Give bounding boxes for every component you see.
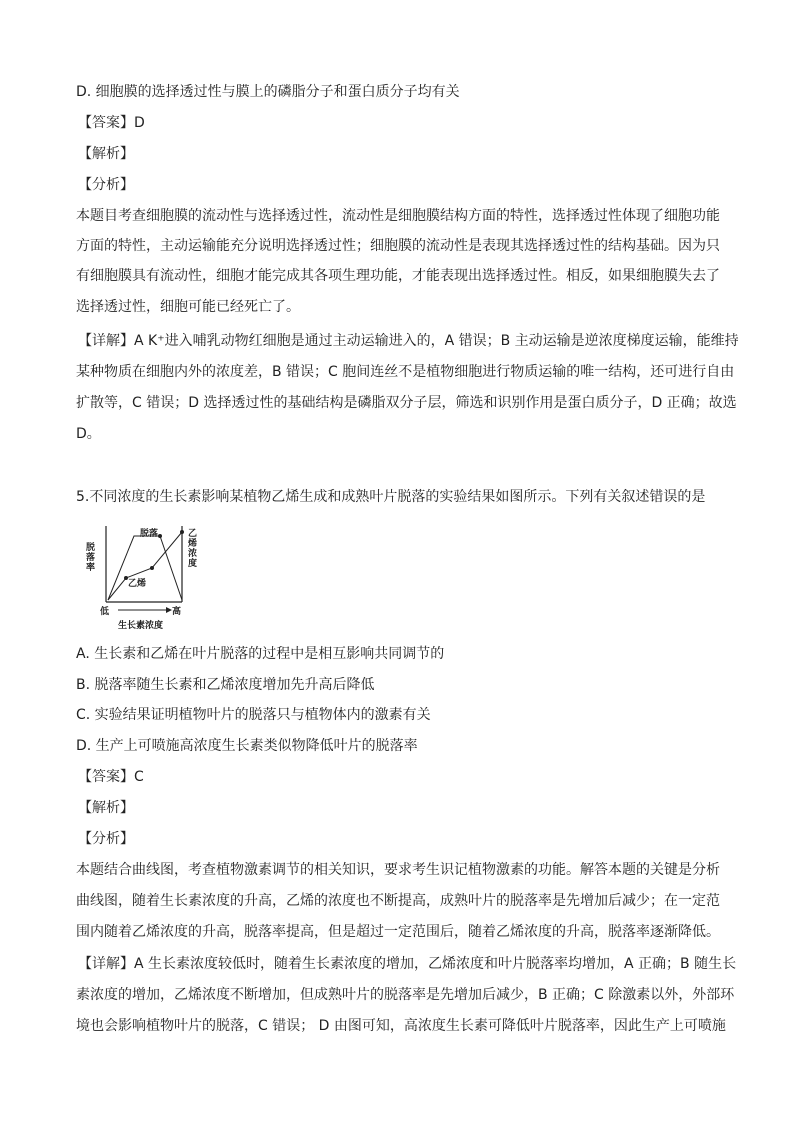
q4-jiexi-heading: 【解析】 bbox=[78, 146, 134, 162]
q5-fenxi-heading: 【分析】 bbox=[78, 831, 134, 847]
q5-option-d: D. 生产上可喷施高浓度生长素类似物降低叶片的脱落率 bbox=[76, 738, 418, 754]
ethylene-point bbox=[150, 566, 154, 570]
q5-option-b: B. 脱落率随生长素和乙烯浓度增加先升高后降低 bbox=[76, 677, 375, 693]
q5-option-a: A. 生长素和乙烯在叶片脱落的过程中是相互影响共同调节的 bbox=[76, 646, 445, 662]
q5-analysis-line: 曲线图，随着生长素浓度的升高，乙烯的浓度也不断提高，成熟叶片的脱落率是先增加后减少；在一定范 bbox=[76, 893, 720, 909]
ethylene-point bbox=[180, 530, 184, 534]
q5-option-c: C. 实验结果证明植物叶片的脱落只与植物体内的激素有关 bbox=[76, 707, 431, 723]
x-low-label: 低 bbox=[100, 607, 110, 617]
q5-detail-line: 【详解】A 生长素浓度较低时，随着生长素浓度的增加，乙烯浓度和叶片脱落率均增加，A 正确；B 随生长 bbox=[78, 956, 737, 972]
q5-analysis-line: 本题结合曲线图，考查植物激素调节的相关知识，要求考生识记植物激素的功能。解答本题的关键是分析 bbox=[76, 862, 720, 878]
q4-detail-line: 扩散等，C 错误；D 选择透过性的基础结构是磷脂双分子层，筛选和识别作用是蛋白质分子，D 正确；故选 bbox=[76, 395, 737, 411]
q5-detail-line: 境也会影响植物叶片的脱落，C 错误； D 由图可知，高浓度生长素可降低叶片脱落率，因此生产上可喷施 bbox=[76, 1018, 726, 1034]
q4-fenxi-heading: 【分析】 bbox=[78, 177, 134, 193]
y-right-label-char: 乙烯浓度 bbox=[188, 529, 198, 569]
y-left-label-char: 脱落率 bbox=[86, 543, 96, 573]
q5-answer: 【答案】C bbox=[78, 769, 144, 785]
q4-analysis-line: 有细胞膜具有流动性，细胞才能完成其各项生理功能，才能表现出选择透过性。相反，如果细胞膜失去了 bbox=[76, 268, 720, 284]
abscission-label: 脱落 bbox=[140, 529, 159, 539]
ethylene-curve bbox=[108, 532, 182, 600]
q5-jiexi-heading: 【解析】 bbox=[78, 800, 134, 816]
x-high-label: 高 bbox=[172, 607, 182, 617]
q4-detail-line: D。 bbox=[76, 426, 101, 442]
q5-figure bbox=[84, 524, 204, 634]
abscission-point bbox=[158, 534, 162, 538]
q5-detail-line: 素浓度的增加，乙烯浓度不断增加，但成熟叶片的脱落率是先增加后减少，B 正确；C 除激素以外，外部环 bbox=[76, 987, 735, 1003]
ethylene-label: 乙烯 bbox=[128, 579, 147, 589]
q4-analysis-line: 方面的特性，主动运输能充分说明选择透过性；细胞膜的流动性是表现其选择透过性的结构基础。因为只 bbox=[76, 238, 720, 254]
x-axis-label: 生长素浓度 bbox=[118, 621, 164, 631]
q4-detail-line: 【详解】A K⁺进入哺乳动物红细胞是通过主动运输进入的，A 错误；B 主动运输是逆浓度梯度运输，能维持 bbox=[78, 333, 739, 349]
q5-figure-graph bbox=[84, 524, 204, 634]
q5-stem: 5.不同浓度的生长素影响某植物乙烯生成和成熟叶片脱落的实验结果如图所示。下列有关叙述错误的是 bbox=[76, 489, 706, 505]
q4-option-d: D. 细胞膜的选择透过性与膜上的磷脂分子和蛋白质分子均有关 bbox=[76, 84, 460, 100]
q4-analysis-line: 选择透过性，细胞可能已经死亡了。 bbox=[76, 299, 300, 315]
q4-answer: 【答案】D bbox=[78, 115, 145, 131]
q4-analysis-line: 本题目考查细胞膜的流动性与选择透过性，流动性是细胞膜结构方面的特性，选择透过性体现了细胞功能 bbox=[76, 208, 720, 224]
q5-analysis-line: 围内随着乙烯浓度的升高，脱落率提高，但是超过一定范围后，随着乙烯浓度的升高，脱落率逐渐降低。 bbox=[76, 924, 720, 940]
q4-detail-line: 某种物质在细胞内外的浓度差，B 错误；C 胞间连丝不是植物细胞进行物质运输的唯一结构，还可进行自由 bbox=[76, 364, 735, 380]
